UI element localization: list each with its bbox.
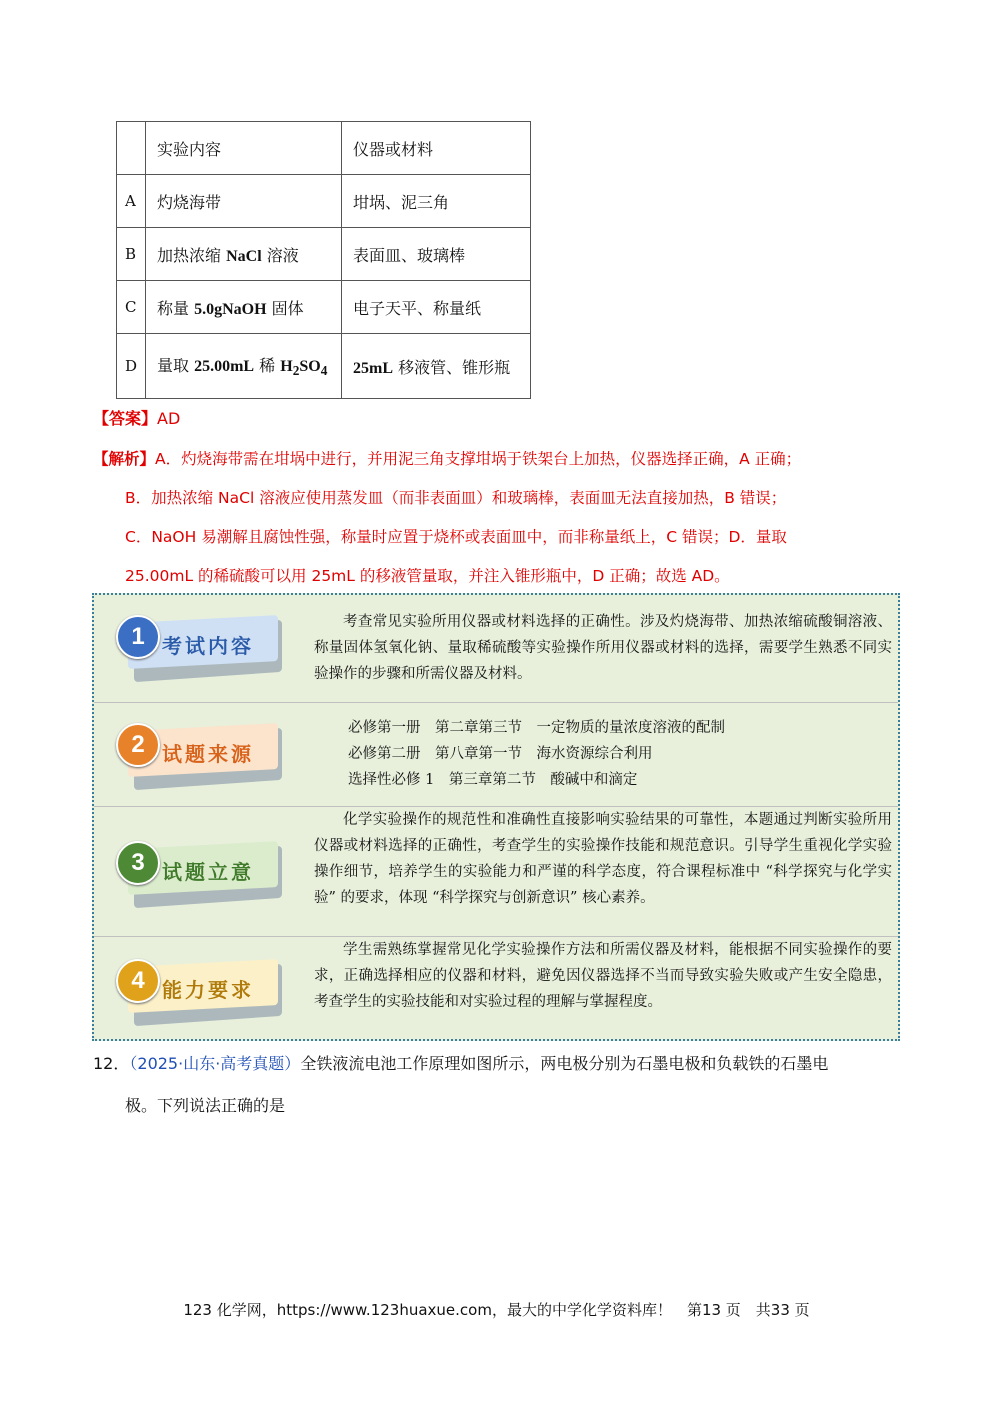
table-row	[117, 175, 531, 228]
question-source: 2025·山东·高考真题	[137, 1054, 285, 1073]
table-row	[117, 334, 531, 399]
badge	[116, 841, 286, 903]
row-instrument: 表面皿、玻璃棒	[342, 228, 531, 281]
analysis-line: 【解析】A．灼烧海带需在坩埚中进行，并用泥三角支撑坩埚于铁架台上加热，仪器选择正确，A 正确；	[93, 450, 802, 468]
answer-label: 【答案】	[93, 409, 158, 428]
info-row-ability	[94, 937, 898, 1039]
table-row	[117, 281, 531, 334]
experiment-table	[116, 121, 531, 399]
answer-line	[93, 406, 180, 429]
badge-title: 试题立意	[162, 860, 254, 884]
question-line: 极。下列说法正确的是	[125, 1096, 286, 1115]
info-row-exam-content	[94, 595, 898, 703]
row-content: 称量 5.0gNaOH 固体	[146, 281, 342, 334]
answer-value: AD	[157, 409, 181, 428]
badge	[116, 723, 286, 785]
analysis-line: 25.00mL 的稀硫酸可以用 25mL 的移液管量取，并注入锥形瓶中，D 正确；故选 AD。	[125, 567, 730, 585]
row-content: 量取 25.00mL 稀 $H_2SO_4$	[146, 334, 342, 399]
badge-title: 试题来源	[162, 742, 254, 766]
badge-number: 2	[116, 723, 160, 767]
row-label: C	[117, 281, 146, 334]
info-text: 考查常见实验所用仪器或材料选择的正确性。涉及灼烧海带、加热浓缩硫酸铜溶液、称量固体氢氧化钠、量取稀硫酸等实验操作所用仪器或材料的选择，需要学生熟悉不同实验操作的步骤和所需仪器及材料。	[314, 614, 892, 682]
table-header-row	[117, 122, 531, 175]
table-header-cell: 实验内容	[146, 122, 342, 175]
badge-number: 1	[116, 615, 160, 659]
row-instrument: 25mL 移液管、锥形瓶	[342, 334, 531, 399]
page-footer: 123 化学网，https://www.123huaxue.com，最大的中学化学资料库！ 第13 页 共33 页	[183, 1301, 810, 1319]
question-number: 12．	[93, 1054, 130, 1073]
badge-number: 3	[116, 841, 160, 885]
badge-title: 能力要求	[162, 978, 254, 1002]
question-line: 12．（2025·山东·高考真题）全铁液流电池工作原理如图所示，两电极分别为石墨电极和负载铁的石墨电	[93, 1054, 829, 1073]
analysis-label: 【解析】	[93, 450, 156, 468]
table-header-cell	[117, 122, 146, 175]
row-content: 灼烧海带	[146, 175, 342, 228]
badge-title: 考试内容	[162, 634, 254, 658]
info-text: 化学实验操作的规范性和准确性直接影响实验结果的可靠性，本题通过判断实验所用仪器或材料选择的正确性，考查学生的实验操作技能和规范意识。引导学生重视化学实验操作细节，培养学生的实验能力和严谨的科学态度，符合课程标准中 “科学探究与化学实验” 的要求，体现 “科学探究与创新意识” 核心素养。	[314, 812, 892, 906]
badge	[116, 615, 286, 677]
analysis-info-box	[92, 593, 900, 1041]
row-instrument: 坩埚、泥三角	[342, 175, 531, 228]
row-content: 加热浓缩 NaCl 溶液	[146, 228, 342, 281]
info-row-intent	[94, 807, 898, 937]
badge	[116, 959, 286, 1021]
info-row-source	[94, 703, 898, 807]
analysis-line: B．加热浓缩 NaCl 溶液应使用蒸发皿（而非表面皿）和玻璃棒，表面皿无法直接加热，B 错误；	[125, 489, 787, 507]
table-header-cell: 仪器或材料	[342, 122, 531, 175]
row-label: A	[117, 175, 146, 228]
analysis-line: C．NaOH 易潮解且腐蚀性强，称量时应置于烧杯或表面皿中，而非称量纸上，C 错误；D．量取	[125, 528, 787, 546]
table-row	[117, 228, 531, 281]
info-text: 必修第一册 第二章第三节 一定物质的量浓度溶液的配制 必修第二册 第八章第一节 海水资源综合利用 选择性必修 1 第三章第二节 酸碱中和滴定	[348, 720, 725, 788]
info-text: 学生需熟练掌握常见化学实验操作方法和所需仪器及材料，能根据不同实验操作的要求，正确选择相应的仪器和材料，避免因仪器选择不当而导致实验失败或产生安全隐患，考查学生的实验技能和对实验过程的理解与掌握程度。	[314, 942, 892, 1010]
row-instrument: 电子天平、称量纸	[342, 281, 531, 334]
row-label: D	[117, 334, 146, 399]
question-text: 全铁液流电池工作原理如图所示，两电极分别为石墨电极和负载铁的石墨电	[300, 1054, 829, 1073]
badge-number: 4	[116, 959, 160, 1003]
row-label: B	[117, 228, 146, 281]
